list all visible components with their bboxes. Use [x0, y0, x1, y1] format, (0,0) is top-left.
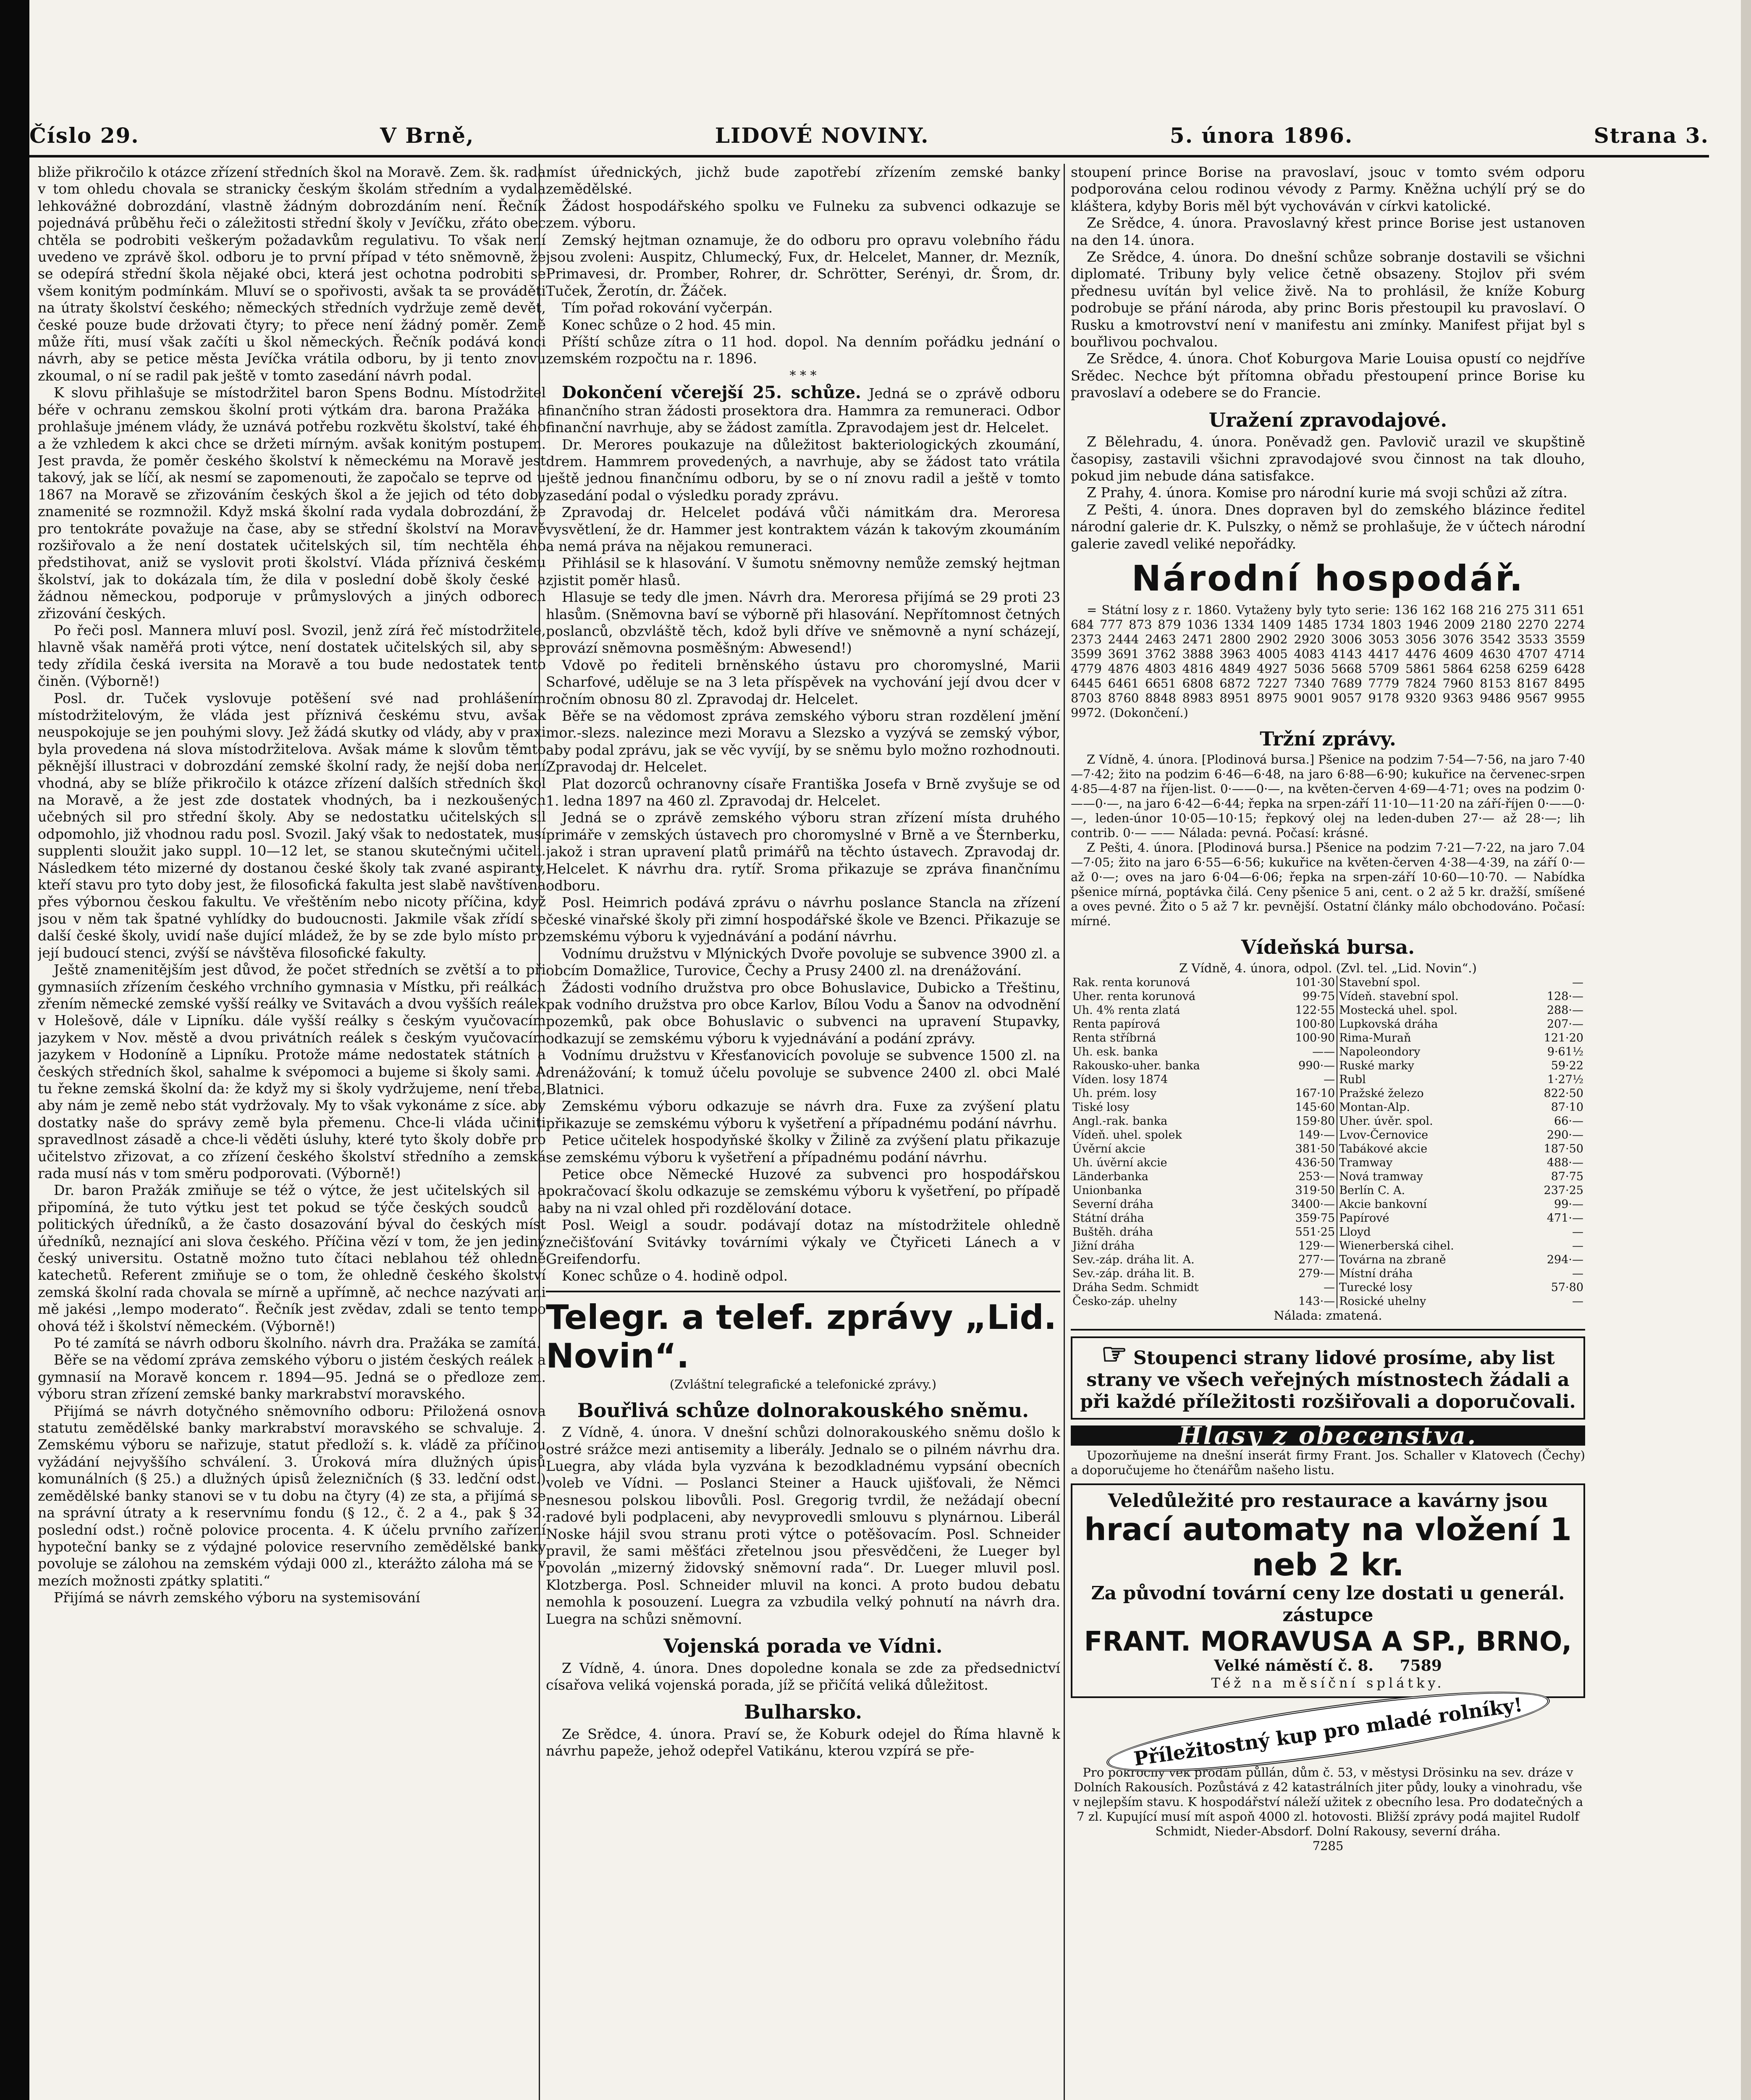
bursa-security: Wienerberská cihel.	[1339, 1239, 1454, 1252]
article-paragraph: Dr. baron Pražák zmiňuje se též o výtce, že jest učitelských sil a připomíná, že tuto výtku jest tet pokud se týče českých soudců a politických úředníků, a že často dosazování býval do českých míst úředníků, neznající ani slova českého. Příčina vězí v tom, že jen jediný český universitu. Ostatně možno tuto čítaci neblahou též ohledně katechetů. Referent zmiňuje se o tom, že ohledně českého školství zemská školní rada chovala se mírně a upřímně, ač nechce nazývati ani mě jakési ,,lempo moderato“. Řečník jest zvědav, zdali se tento tempo ohová též i školství německém. (Výborně!)	[38, 1182, 546, 1334]
article-paragraph: Posl. dr. Tuček vyslovuje potěšení své nad prohlášením místodržitelovým, že vláda jest příznivá českému stvu, avšak neuspokojuje se jen pouhými slovy. Jež žádá skutky od vlády, aby v praxi byla provedena ná slova místodržitelova. Avšak máme k slovům těmto pěknější illustraci v dobrozdání zemské školní rady, že nejší doba není vhodná, aby se blíže přikročilo k otázce zřízení dalších středních škol na Moravě, a že jest zde dostatek vhodných, ba i nezkoušených učebných sil pro střední školy. Aby se nedostatku učitelských sil odpomohlo, již vhodnou radu posl. Svozil. Jaký však to nedostatek, musí supplenti sloužit jako suppl. 10—12 let, se stanou skutečnými učiteli. Následkem této mizerné dy dostanou české školy tak zvané aspiranty, kteří stavu pro tyto doby jest, že filosofická fakulta jest slabě navštívena přes výbornou českou fakultu. Ve vřeštěním nebo nicoty příčina, když jsou v něm tak špatné vyhlídky do budoucnosti. Jakmile však zřídí se další české školy, uvidí naše dující mládež, že by se zde bylo místo pro její budoucí stenci, zvýší se návštěva filosofické fakulty.	[38, 690, 546, 961]
bursa-security: Napoleondory	[1339, 1045, 1421, 1058]
article-paragraph: Plat dozorců ochranovny císaře Františka Josefa v Brně zvyšuje se od 1. ledna 1897 na 460 zl. Zpravodaj dr. Helcelet.	[546, 775, 1060, 809]
bursa-security: Buštěh. dráha	[1072, 1225, 1153, 1239]
divider	[1071, 1329, 1585, 1331]
bursa-price: —	[1572, 1294, 1583, 1308]
bursa-price: 253·—	[1266, 1170, 1337, 1184]
bursa-row	[1071, 1087, 1585, 1100]
bursa-row	[1071, 1156, 1585, 1170]
bursa-security: Tramway	[1339, 1156, 1393, 1169]
article-paragraph: Vdově po řediteli brněnského ústavu pro choromyslné, Marii Scharfové, uděluje se na 3 leta příspěvek na vychování její dvou dcer v ročním obnosu 80 zl. Zpravodaj dr. Helcelet.	[546, 656, 1060, 707]
article-paragraph: bliže přikročilo k otázce zřízení středních škol na Moravě. Zem. šk. rada v tom ohledu chovala se stranicky českým školám středním a vydala lehkovážné dobrozdání, vlastně žádným dobrozdáním není. Řečník pojednává průběhu řeči o záležitosti střední školy v Jevíčku, zřáto obec chtěla se podrobiti veškerým požadavkům regulativu. To však není uvedeno ve zprávě škol. odboru je to první případ v této sněmovně, že se odepírá střední škola nějaké obci, která jest ochotna podrobiti se všem konitým podmínkám. Mluví se o spořivosti, avšak ta se prováděti na útraty školství českého; německých středních vydržuje země devět, české pouze bude držovati čtyry; to přece není žádný poměr. Země může říti, musí však začíti u škol německých. Řečník podává konci návrh, aby se petice města Jevíčka vrátila odboru, by ji tento znovu zkoumal, o ní se radil pak ještě v tomto zasedání návrh podal.	[38, 164, 546, 384]
party-appeal-ad	[1071, 1336, 1585, 1420]
farm-sale-text: Pro pokročilý věk prodám půllán, dům č. 53, v městysi Drösinku na sev. dráze v Dolních Rakousích. Pozůstává z 42 katastrálních jiter půdy, louky a vinohradu, vše v nejlepším stavu. K hospodářství náleží užitek z obecního lesa. Pro dodatečných a 7 zl. Kupující musí mít aspoň 4000 zl. hotovosti. Bližší zprávy podá majitel Rudolf Schmidt, Nieder-Absdorf. Dolní Rakousy, severní dráha.	[1072, 1765, 1583, 1839]
bursa-security: Tiské losy	[1072, 1100, 1130, 1114]
bursa-security: Renta papírová	[1072, 1017, 1161, 1031]
bursa-row	[1071, 990, 1585, 1003]
column-3	[1071, 164, 1585, 2100]
bursa-price: —	[1572, 1225, 1583, 1239]
article-paragraph: Z Vídně, 4. února. V dnešní schůzi dolnorakouského sněmu došlo k ostré srážce mezi antisemity a liberály. Jednalo se o pilném návrhu dra. Luegra, aby vláda byla vyzvána k bezodkladnému vypsání obecních voleb ve Vídni. — Poslanci Steiner a Hauck ujišťovali, že Němci nesnesou polskou libovůli. Posl. Gregorig tvrdil, že nežádají obecní radové byli podplaceni, aby nevyprovedli smlouvu s plynárnou. Liberál Noske hájil svou stranu proti výtce o potěšovacím. Posl. Schneider pravil, že sami měšťáci zřetelnou jsou přesvědčeni, že Lueger byl povolán „mizerný židovský sněmovní rada“. Dr. Lueger mluvil posl. Klotzberga. Posl. Schneider mluvil na konci. A proto budou debatu nemohla k posouzení. Luegra za vzbudila velký pohnutí na návrh dra. Luegra na schůzi sněmovní.	[546, 1424, 1060, 1627]
bursa-price: 128·—	[1547, 990, 1583, 1003]
bursa-price: 159·80	[1266, 1114, 1337, 1128]
bursa-price: 488·—	[1547, 1156, 1583, 1169]
bursa-security: Česko-záp. uhelny	[1072, 1294, 1177, 1308]
bursa-price: 9·61½	[1547, 1045, 1583, 1058]
bursa-security: Nová tramway	[1339, 1170, 1423, 1183]
bursa-security: Úvěrní akcie	[1072, 1142, 1145, 1155]
bursa-price: 381·50	[1266, 1142, 1337, 1156]
section-title-economy: Národní hospodář.	[1131, 557, 1525, 599]
bursa-security: Jižní dráha	[1072, 1239, 1135, 1252]
bursa-price: 277·—	[1266, 1253, 1337, 1267]
bursa-security: Rubl	[1339, 1073, 1366, 1086]
bursa-row	[1071, 1281, 1585, 1294]
bursa-security: Místní dráha	[1339, 1267, 1413, 1280]
bursa-price: 359·75	[1266, 1211, 1337, 1225]
bursa-row	[1071, 1003, 1585, 1017]
bursa-row	[1071, 1059, 1585, 1073]
page-header	[29, 116, 1709, 158]
article-paragraph: Přihlásil se k hlasování. V šumotu sněmovny nemůže zemský hejtman zjistit poměr hlasů.	[546, 555, 1060, 588]
bursa-security: Uher. úvěr. spol.	[1339, 1114, 1433, 1128]
market-report: Z Pešti, 4. února. [Plodinová bursa.] Pšenice na podzim 7·21—7·22, na jaro 7.04—7·05; žito na jaro 6·55—6·56; kukuřice na květen-červen 4·38—4·39, na září 0·— až 0·—; oves na jaro 6·04—6·06; řepka na srpen-září 10·60—10·70. — Nabídka pšenice mírná, poptávka čilá. Ceny pšenice 5 ani, cent. o 2 až 5 kr. dražší, smíšené a oves pevné. Žito o 5 až 7 kr. pevnější. Ostatní články málo obchodováno. Počasí: mírné.	[1071, 840, 1585, 929]
ad-line: Za původní tovární ceny lze dostati u generál. zástupce	[1091, 1583, 1565, 1626]
bursa-row	[1071, 1294, 1585, 1308]
bursa-price: 101·30	[1266, 976, 1337, 990]
bursa-security: Státní dráha	[1072, 1211, 1144, 1225]
article-paragraph: Upozorňujeme na dnešní inserát firmy Frant. Jos. Schaller v Klatovech (Čechy) a doporučujeme ho čtenářům našeho listu.	[1071, 1448, 1585, 1478]
newspaper-title: LIDOVÉ NOVINY.	[715, 123, 929, 148]
bursa-price: 100·90	[1266, 1031, 1337, 1045]
article-paragraph: Přijímá se návrh dotyčného sněmovního odboru: Přiložená osnova statutu zemědělské banky markrabství moravského se schvaluje. 2. Zemskému výboru se nařizuje, statut předloží s. k. vládě za příčinou vyžádání nejvyššího schválení. 3. Úroková míra dlužných úpisů komunálních (§ 25.) a dlužných úpisů železničních (§ 33. ledční odst.) zemědělské banky stanovi se v tu dobu na čtyry (4) ze sta, a přijímá se na správní útraty a k reservnímu fondu (§ 12., č. 2 a 4., pak § 32. poslední odst.) ročně polovice procenta. 4. K účelu prvního zařízení hypoteční banky se z výdajné polovice reservního zemědělské banky povoluje se zálohou na zemském výdaji 000 zl., kterážto záloha má se v mezích možnosti zpátky splatiti.“	[38, 1402, 546, 1589]
bursa-table	[1071, 976, 1585, 1308]
article-paragraph: Ze Srědce, 4. února. Choť Koburgova Marie Louisa opustí co nejdříve Srědec. Nechce být přítomna obřadu přestoupení prince Borise ku pravoslaví a odebere se do Francie.	[1071, 350, 1585, 401]
bursa-security: Sev.-záp. dráha lit. A.	[1072, 1253, 1195, 1266]
bursa-row	[1071, 1239, 1585, 1253]
bursa-price: 129·—	[1266, 1239, 1337, 1253]
bursa-price: 99·75	[1266, 990, 1337, 1003]
article-headline: Vojenská porada ve Vídni.	[663, 1635, 943, 1658]
bursa-security: Akcie bankovní	[1339, 1197, 1427, 1211]
divider	[546, 1291, 1060, 1292]
bursa-price: 3400·—	[1266, 1197, 1337, 1211]
bursa-security: Papírové	[1339, 1211, 1389, 1225]
bursa-security: Vídeň. uhel. spolek	[1072, 1128, 1182, 1142]
market-report: Z Vídně, 4. února. [Plodinová bursa.] Pšenice na podzim 7·54—7·56, na jaro 7·40—7·42; žito na podzim 6·46—6·48, na jaro 6·88—6·90; kukuřice na červenec-srpen 4·85—4·87 na říjen-list. 0·——0·—, na květen-červen 4·69—4·71; oves na podzim 0·——0·—, na jaro 6·42—6·44; řepka na srpen-září 11·10—11·20 na září-říjen 0·——0·—, leden-únor 10·05—10·15; řepkový olej na leden-duben 27·— až 28·—; lih contrib. 0·— —— Nálada: pevná. Počasí: krásné.	[1071, 752, 1585, 840]
article-paragraph: Zemskému výboru odkazuje se návrh dra. Fuxe za zvýšení platu přikazuje se zemskému výboru k vyšetření a případnému podání návrhu.	[546, 1098, 1060, 1131]
bursa-price: —	[1572, 1267, 1583, 1280]
bursa-security: Turecké losy	[1339, 1281, 1413, 1294]
bursa-security: Továrna na zbraně	[1339, 1253, 1446, 1266]
bursa-price: 145·60	[1266, 1100, 1337, 1114]
article-paragraph: Z Pešti, 4. února. Dnes dopraven byl do zemského blázince ředitel národní galerie dr. K. Pulszky, o němž se prohlašuje, že v účtech národní galerie zavedl veliké nepořádky.	[1071, 501, 1585, 552]
article-paragraph: stoupení prince Borise na pravoslaví, jsouc v tomto svém odporu podporována celou rodinou vévody z Parmy. Kněžna uchýlí prý se do kláštera, kdyby Boris měl být vychováván v církvi katolické.	[1071, 164, 1585, 214]
article-headline: Uražení zpravodajové.	[1208, 408, 1447, 431]
farm-sale-badge: Příležitostný kup pro mladé rolníky!	[1103, 1675, 1553, 1788]
bursa-row	[1071, 1225, 1585, 1239]
bursa-price: 87·10	[1551, 1100, 1583, 1114]
article-paragraph: Ze Srědce, 4. února. Do dnešní schůze sobranje dostavili se všichni diplomaté. Tribuny byly velice četně obsazeny. Stojlov při svém přednesu uvítán byl velice živě. Na to prohlásil, že kníže Koburg podrobuje se přání národa, aby princ Boris přestoupil ku pravoslaví. O Rusku a kmotrovství není v manifestu ani zmínky. Manifest přijat byl s bouřlivou pochvalou.	[1071, 249, 1585, 350]
article-paragraph: Petice obce Německé Huzové za subvenci pro hospodářskou pokračovací školu odkazuje se zemskému výboru k vyšetření, po případě aby na ni vzal ohled při rozdělování dotace.	[546, 1166, 1060, 1216]
bursa-price: 319·50	[1266, 1184, 1337, 1197]
bursa-price: 990·—	[1266, 1059, 1337, 1073]
bursa-security: Uh. úvěrní akcie	[1072, 1156, 1167, 1169]
bursa-row	[1071, 976, 1585, 990]
bursa-price: 822·50	[1544, 1087, 1583, 1100]
bursa-row	[1071, 1128, 1585, 1142]
bursa-row	[1071, 1045, 1585, 1059]
lottery-numbers: = Státní losy z r. 1860. Vytaženy byly tyto serie: 136 162 168 216 275 311 651 684 777 873 879 1036 1334 1409 1485 1734 1803 1946 2009 2180 2270 2274 2373 2444 2463 2471 2800 2902 2920 3006 3053 3056 3076 3542 3533 3559 3599 3691 3762 3888 3963 4005 4083 4143 4417 4476 4609 4630 4707 4714 4779 4876 4803 4816 4849 4927 5036 5668 5709 5861 5864 6258 6259 6428 6445 6461 6651 6808 6872 7227 7340 7689 7779 7824 7960 8153 8167 8495 8703 8760 8848 8983 8951 8975 9001 9057 9178 9320 9363 9486 9567 9955 9972. (Dokončení.)	[1071, 602, 1585, 720]
bursa-row	[1071, 1211, 1585, 1225]
article-paragraph: Běře se na vědomost zpráva zemského výboru stran rozdělení jmění mor.-slezs. nalezince mezi Moravu a Slezsko a vyzývá se zemský výbor, aby podal zprávu, jak se věc vyvíjí, by se sněmu bylo možno rozhodnouti. Zpravodaj dr. Helcelet.	[546, 708, 1060, 775]
article-headline: Tržní zprávy.	[1260, 727, 1396, 750]
bursa-security: Dráha Sedm. Schmidt	[1072, 1281, 1199, 1294]
bursa-price: —	[1572, 1239, 1583, 1252]
bursa-row	[1071, 1170, 1585, 1184]
article-paragraph: Z Prahy, 4. února. Komise pro národní kurie má svoji schůzi až zítra.	[1087, 484, 1568, 501]
bursa-price: 187·50	[1544, 1142, 1583, 1155]
ad-firm: FRANT. MORAVUSA A SP., BRNO,	[1084, 1626, 1572, 1658]
section-stars: * * *	[789, 368, 817, 383]
bursa-price: 57·80	[1551, 1281, 1583, 1294]
ad-number: 7285	[1312, 1839, 1344, 1853]
scan-binding-edge	[0, 0, 29, 2100]
article-paragraph: Přijímá se návrh zemského výboru na systemisování	[54, 1589, 420, 1606]
article-paragraph: Z Bělehradu, 4. února. Poněvadž gen. Pavlovič urazil ve skupštině časopisy, zastavili všichni zpravodajové svou činnost na tak dlouho, pokud jim nebude dána satisfakce.	[1071, 433, 1585, 484]
article-paragraph: K slovu přihlašuje se místodržitel baron Spens Bodnu. Místodržitel béře v ochranu zemskou školní proti výtkám dra. barona Pražáka a prohlašuje jménem vlády, že uznává potřebu rozkvětu školství, také ého a že vzhledem k akci chce se držeti mírným. avšak konitým postupem. Jest pravda, že poměr českého školství k německému na Moravě jest takový, jak se líčí, ak nesmí se zapomenouti, že započalo se teprve od u 1867 na Moravě se zřizováním českých škol a že jejich od této doby znamenité se rozmnožil. Když mská školní rada vydala dobrozdání, že pro tentokráte považuje na čase, aby se střední školství na Moravě rozšiřovalo a že není dostatek učitelských sil, tím nechtěla ého předstihovat, aniž se vyslovit proti školství. Vláda příznivá českému školství, jak to dokázala tím, že dila v poslední době školy české a žádnou německou, podporuje v průmyslových a jiných odborech zřizování českých.	[38, 384, 546, 622]
article-paragraph: Žádosti vodního družstva pro obce Bohuslavice, Dubicko a Třeštinu, pak vodního družstva pro obce Karlov, Bílou Vodu a Šanov na odvodnění pozemků, pak obce Bohuslavic o subvenci na upravení Stupavky, odkazují se zemskému výboru k vyjednávání a podání zprávy.	[546, 979, 1060, 1047]
bursa-security: Lvov-Černovice	[1339, 1128, 1429, 1142]
bursa-security: Tabákové akcie	[1339, 1142, 1428, 1155]
bursa-security: Berlín C. A.	[1339, 1184, 1405, 1197]
column-2	[546, 164, 1060, 2100]
bursa-price: 149·—	[1266, 1128, 1337, 1142]
article-paragraph: Tím pořad rokování vyčerpán.	[562, 299, 773, 316]
bursa-row	[1071, 1267, 1585, 1281]
bursa-row	[1071, 1184, 1585, 1197]
bursa-price: 288·—	[1547, 1003, 1583, 1017]
bursa-security: Sev.-záp. dráha lit. B.	[1072, 1267, 1195, 1280]
article-headline: Bulharsko.	[744, 1701, 862, 1724]
bursa-security: Pražské železo	[1339, 1087, 1424, 1100]
bursa-price: 121·20	[1544, 1031, 1583, 1045]
article-paragraph: Ještě znamenitějším jest důvod, že počet středních se zvětší a to při gymnasiích zřízením českého vrchního gymnasia v Místku, při reálkách zřením německé zemské vyšší reálky ve Svitavách a dvou vyšších reálek v Holešově, dále v Lipníku. dále vyšší reálky s českým vyučovacím jazykem v Nov. městě a dvou privátních reálek s českým vyučovacím jazykem v Hodoníně a Lipníku. Protože máme nedostatek státních a českých středních škol, sahalme k svépomoci a bujeme si školy sami. A tu řekne zemská školní da: že když my si školy vydržujeme, není třeba, aby nám je země nebo stát vydržovaly. My to však vykonáme z síce. aby dostatky naše do správy země byla přemenu. Chce-li vláda učiniti spravedlnost zásadě a chce-li věděti úsluhy, které tyto školy dobře pro učitelstvo zřizovat, a co zřízení českého školství středního a zemská rada musí nás v tom směru podporovati. (Výborně!)	[38, 961, 546, 1181]
article-paragraph: Petice učitelek hospodyňské školky v Žilině za zvýšení platu přikazuje se zemskému výboru k vyšetření a případnému podání návrhu.	[546, 1132, 1060, 1166]
bursa-price: 143·—	[1266, 1294, 1337, 1308]
bursa-row	[1071, 1197, 1585, 1211]
section-subtitle: (Zvláštní telegrafické a telefonické zprávy.)	[669, 1377, 937, 1391]
section-title-telegrams: Telegr. a telef. zprávy „Lid. Novin“.	[546, 1297, 1057, 1376]
bursa-price: 436·50	[1266, 1156, 1337, 1170]
article-paragraph: Zemský hejtman oznamuje, že do odboru pro opravu volebního řádu jsou zvoleni: Auspitz, Chlumecký, Fux, dr. Helcelet, Manner, dr. Mezník, Primavesi, dr. Promber, Rohrer, dr. Schrötter, Serényi, dr. Šrom, dr. Tuček, Žerotín, dr. Žáček.	[546, 231, 1060, 299]
bursa-row	[1071, 1253, 1585, 1267]
bursa-price: 294·—	[1547, 1253, 1583, 1266]
article-lead: Dokončení včerejší 25. schůze.	[562, 383, 861, 403]
bursa-security: Víden. losy 1874	[1072, 1073, 1168, 1086]
article-paragraph: Žádost hospodářského spolku ve Fulneku za subvenci odkazuje se zem. výboru.	[546, 197, 1060, 231]
article-paragraph: Vodnímu družstvu v Mlýnických Dvoře povoluje se subvence 3900 zl. a obcím Domažlice, Turovice, Čechy a Prusy 2400 zl. na drenážování.	[546, 945, 1060, 979]
bursa-row	[1071, 1073, 1585, 1087]
column-1	[38, 164, 546, 2100]
page-number: Strana 3.	[1594, 123, 1709, 148]
article-paragraph: Ze Srědce, 4. února. Pravoslavný křest prince Borise jest ustanoven na den 14. února.	[1071, 215, 1585, 248]
bursa-price: 551·25	[1266, 1225, 1337, 1239]
bursa-security: Uher. renta korunová	[1072, 990, 1195, 1003]
article-paragraph: Konec schůze o 2 hod. 45 min.	[562, 316, 776, 333]
ad-address: Velké náměstí č. 8.	[1214, 1657, 1374, 1675]
bursa-security: Uh. 4% renta zlatá	[1072, 1003, 1180, 1017]
article-paragraph: Vodnímu družstvu v Křesťanovicích povoluje se subvence 1500 zl. na drenážování; k tomuž účelu povoluje se subvence 2400 zl. obci Malé Blatnici.	[546, 1047, 1060, 1097]
article-paragraph: Zpravodaj dr. Helcelet podává vůči námitkám dra. Meroresa vysvětlení, že dr. Hammer jest kontraktem vázán k takovým zkoumáním a nemá práva na nějakou remuneraci.	[546, 504, 1060, 554]
bursa-dateline: Z Vídně, 4. února, odpol. (Zvl. tel. „Lid. Novin“.)	[1179, 961, 1477, 975]
article-paragraph: Hlasuje se tedy dle jmen. Návrh dra. Meroresa přijímá se 29 proti 23 hlasům. (Sněmovna baví se výborně při hlasování. Nepřítomnost četných poslanců, obzvláště těch, kdož byli dříve ve sněmovně a nyní scházejí, provází sněmovna posměšným: Abwesend!)	[546, 589, 1060, 656]
bursa-security: Länderbanka	[1072, 1170, 1148, 1183]
article-paragraph: Ze Srědce, 4. února. Praví se, že Koburk odejel do Říma hlavně k návrhu papeže, jehož odepřel Vatikánu, kterou vzpírá se pře-	[546, 1725, 1060, 1759]
bursa-security: Lloyd	[1339, 1225, 1371, 1239]
bursa-security: Severní dráha	[1072, 1197, 1153, 1211]
bursa-row	[1071, 1100, 1585, 1114]
bursa-price: 207·—	[1547, 1017, 1583, 1031]
article-paragraph: Příští schůze zítra o 11 hod. dopol. Na denním pořádku jednání o zemském rozpočtu na r. 1896.	[546, 333, 1060, 367]
bursa-price: —	[1266, 1073, 1337, 1087]
article-paragraph: Posl. Weigl a soudr. podávají dotaz na místodržitele ohledně znečišťování Svitávky továrními výkaly ve Čtyřiceti Lánech a v Greifendorfu.	[546, 1217, 1060, 1267]
bursa-security: Uh. prém. losy	[1072, 1087, 1157, 1100]
bursa-security: Rakousko-uher. banka	[1072, 1059, 1200, 1072]
bursa-mood: Nálada: zmatená.	[1274, 1308, 1382, 1323]
issue-date: 5. února 1896.	[1169, 123, 1353, 148]
bursa-security: Mostecká uhel. spol.	[1339, 1003, 1458, 1017]
issue-number: Číslo 29.	[29, 123, 139, 148]
article-paragraph: Z Vídně, 4. února. Dnes dopoledne konala se zde za předsednictví císařova veliká vojenská porada, jíž se přičítá veliká důležitost.	[546, 1659, 1060, 1693]
bursa-security: Ruské marky	[1339, 1059, 1414, 1072]
article-paragraph: Běře se na vědomí zpráva zemského výboru o jistém českých reálek a gymnasií na Moravě koncem r. 1894—95. Jedná se o předloze zem. výboru stran zřízení zemské banky markrabství moravského.	[38, 1352, 546, 1402]
article-paragraph: Po té zamítá se návrh odboru školního. návrh dra. Pražáka se zamítá.	[54, 1335, 541, 1352]
bursa-security: Rima-Muraň	[1339, 1031, 1411, 1045]
bursa-price: 290·—	[1547, 1128, 1583, 1142]
bursa-security: Rosické uhelny	[1339, 1294, 1426, 1308]
scan-right-edge	[1741, 0, 1751, 2100]
bursa-security: Stavební spol.	[1339, 976, 1421, 989]
article-paragraph: Jedná se o zprávě zemského výboru stran zřízení místa druhého primáře v zemských ústavech pro choromyslné v Brně a ve Šternberku, jakož i stran upravení platů primářů na těchto ústavech. Zpravodaj dr. Helcelet. K návrhu dra. rytíř. Sroma přikazuje se zpráva finančnímu odboru.	[546, 809, 1060, 894]
bursa-row	[1071, 1142, 1585, 1156]
article-headline: Bouřlivá schůze dolnorakouského sněmu.	[577, 1399, 1029, 1422]
bursa-price: —	[1572, 976, 1583, 989]
article-text: Jedná se o zprávě odboru finančního stran žádosti prosektora dra. Hammra za remuneraci. Odbor finanční navrhuje, aby se žádost zamítla. Zpravodajem jest dr. Helcelet.	[546, 385, 1060, 436]
party-appeal-text: Stoupenci strany lidové prosíme, aby list strany ve všech veřejných místnostech žádali a při každé příležitosti rozšiřovali a doporučovali.	[1080, 1347, 1576, 1412]
bursa-price: 99·—	[1554, 1197, 1583, 1211]
bursa-security: Lupkovská dráha	[1339, 1017, 1438, 1031]
automat-ad	[1071, 1483, 1585, 1698]
bursa-row	[1071, 1017, 1585, 1031]
bursa-price: 59·22	[1551, 1059, 1583, 1072]
ad-number: 7589	[1400, 1657, 1442, 1675]
article-paragraph: Konec schůze o 4. hodině odpol.	[562, 1268, 788, 1284]
column-rule-2	[1064, 164, 1065, 2100]
bursa-security: Unionbanka	[1072, 1184, 1142, 1197]
bursa-price: 122·55	[1266, 1003, 1337, 1017]
bursa-price: 66·—	[1554, 1114, 1583, 1128]
bursa-price: 279·—	[1266, 1267, 1337, 1281]
bursa-price: 1·27½	[1547, 1073, 1583, 1086]
article-paragraph: Po řeči posl. Mannera mluví posl. Svozil, jenž zírá řeč místodržitele, hlavně však naměřá proti výtce, není dostatek učitelských sil, aby se tedy zřídila česká iversita na Moravě a tou bude nedostatek tento činěn. (Výborně!)	[38, 622, 546, 690]
bursa-price: 100·80	[1266, 1017, 1337, 1031]
bursa-price: ——	[1266, 1045, 1337, 1059]
bursa-security: Renta stříbrná	[1072, 1031, 1156, 1045]
bursa-price: 87·75	[1551, 1170, 1583, 1183]
bursa-price: 237·25	[1544, 1184, 1583, 1197]
article-paragraph: Dr. Merores poukazuje na důležitost bakteriologických zkoumání, drem. Hammrem provedených, a navrhuje, aby se žádost tato vrátila ještě jednou finančnímu odboru, by se o ní znovu radil a ještě v tomto zasedání podal o výsledku porady zprávu.	[546, 436, 1060, 504]
bursa-price: 167·10	[1266, 1087, 1337, 1100]
bursa-security: Rak. renta korunová	[1072, 976, 1190, 989]
section-title-readers: Hlasy z obecenstva.	[1071, 1425, 1585, 1446]
bursa-security: Uh. esk. banka	[1072, 1045, 1158, 1058]
ad-installments: Též na měsíční splátky.	[1211, 1675, 1445, 1691]
article-paragraph: míst úřednických, jichž bude zapotřebí zřízením zemské banky zemědělské.	[546, 164, 1060, 197]
ad-line: Veledůležité pro restaurace a kavárny jsou	[1108, 1490, 1548, 1512]
bursa-price: 471·—	[1547, 1211, 1583, 1225]
article-paragraph: Posl. Heimrich podává zprávu o návrhu poslance Stancla na zřízení české vinařské školy při zimní hospodářské škole ve Bzenci. Přikazuje se zemskému výboru k vyjednávání a podání návrhu.	[546, 894, 1060, 945]
bursa-security: Montan-Alp.	[1339, 1100, 1410, 1114]
pointing-hand-icon: ☞	[1101, 1336, 1127, 1371]
bursa-row	[1071, 1031, 1585, 1045]
bursa-price: —	[1266, 1281, 1337, 1294]
bursa-row	[1071, 1114, 1585, 1128]
bursa-security: Angl.-rak. banka	[1072, 1114, 1168, 1128]
place: V Brně,	[380, 123, 474, 148]
article-headline: Vídeňská bursa.	[1241, 936, 1415, 959]
bursa-security: Vídeň. stavební spol.	[1339, 990, 1459, 1003]
ad-headline: hrací automaty na vložení 1 neb 2 kr.	[1084, 1512, 1572, 1583]
